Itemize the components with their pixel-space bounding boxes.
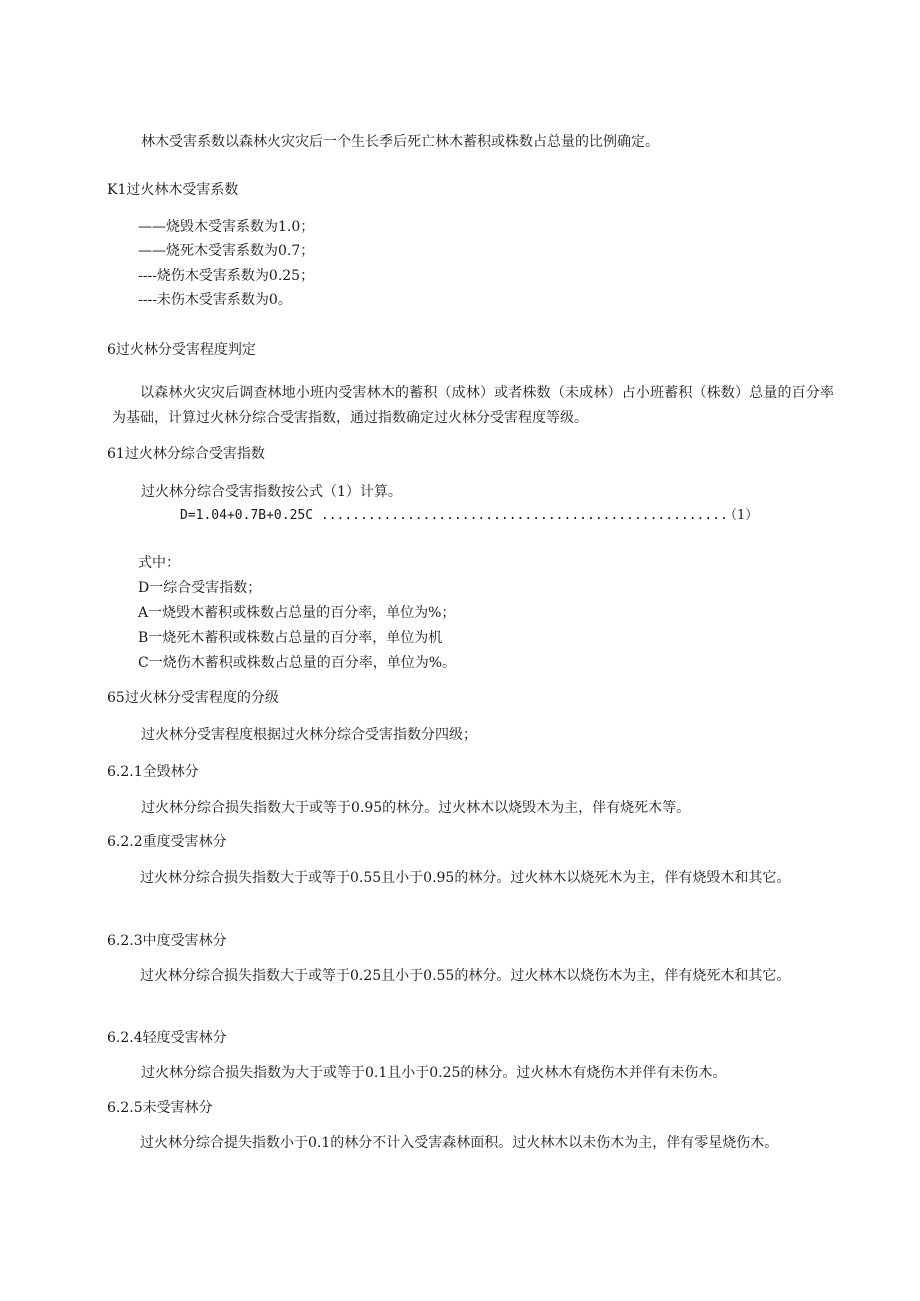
section-65-intro: 过火林分受害程度根据过火林分综合受害指数分四级； — [141, 727, 477, 743]
section-61-heading: 61过火林分综合受害指数 — [107, 446, 265, 462]
grade-heading: 6.2.1全毁林分 — [107, 764, 199, 780]
k1-heading: K1过火林木受害系数 — [107, 182, 239, 198]
grade-text: 过火林分综合损失指数为大于或等于0.1且小于0.25的林分。过火林木有烧伤木并伴有未伤木。 — [141, 1065, 727, 1081]
section-65-heading: 65过火林分受害程度的分级 — [107, 690, 279, 706]
grade-text: 过火林分综合损失指数大于或等于0.95的林分。过火林木以烧毁木为主，伴有烧死木等。 — [141, 800, 691, 816]
section-6-heading: 6过火林分受害程度判定 — [107, 342, 256, 358]
grade-heading: 6.2.4轻度受害林分 — [107, 1030, 227, 1046]
definition-item: D一综合受害指数； — [138, 580, 262, 596]
definition-item: B一烧死木蓄积或株数占总量的百分率，单位为机 — [138, 630, 443, 646]
section-61-intro: 过火林分综合受害指数按公式（1）计算。 — [141, 484, 402, 500]
k1-item: ——烧死木受害系数为0.7； — [138, 243, 315, 259]
formula-number: （1） — [724, 508, 759, 523]
grade-text: 过火林分综合损失指数大于或等于0.25且小于0.55的林分。过火林木以烧伤木为主，伴有烧死木和其它。 — [140, 968, 791, 984]
grade-heading: 6.2.2重度受害林分 — [107, 834, 227, 850]
section-6-paragraph: 以森林火灾灾后调查林地小班内受害林木的蓄积（成林）或者株数（未成林）占小班蓄积（株数）总量的百分率为基础，计算过火林分综合受害指数，通过指数确定过火林分受害程度等级。 — [112, 385, 834, 426]
definition-item: C一烧伤木蓄积或株数占总量的百分率，单位为%。 — [138, 655, 457, 671]
intro-text: 林木受害系数以森林火灾灾后一个生长季后死亡林木蓄积或株数占总量的比例确定。 — [141, 134, 659, 150]
grade-text: 过火林分综合损失指数大于或等于0.55且小于0.95的林分。过火林木以烧死木为主，伴有烧毁木和其它。 — [140, 870, 791, 886]
k1-item: ----未伤木受害系数为0。 — [138, 292, 292, 308]
grade-heading: 6.2.5未受害林分 — [107, 1100, 213, 1116]
k1-item: ----烧伤木受害系数为0.25； — [138, 268, 315, 284]
where-label: 式中： — [138, 555, 180, 571]
formula: D=1.04+0.7B+0.25C .................................................... — [180, 508, 728, 523]
grade-text: 过火林分综合提失指数小于0.1的林分不计入受害森林面积。过火林木以未伤木为主，伴有零星烧伤木。 — [140, 1135, 779, 1151]
definition-item: A一烧毁木蓄积或株数占总量的百分率，单位为%； — [138, 605, 456, 621]
grade-heading: 6.2.3中度受害林分 — [107, 933, 227, 949]
k1-item: ——烧毁木受害系数为1.0； — [138, 219, 315, 235]
